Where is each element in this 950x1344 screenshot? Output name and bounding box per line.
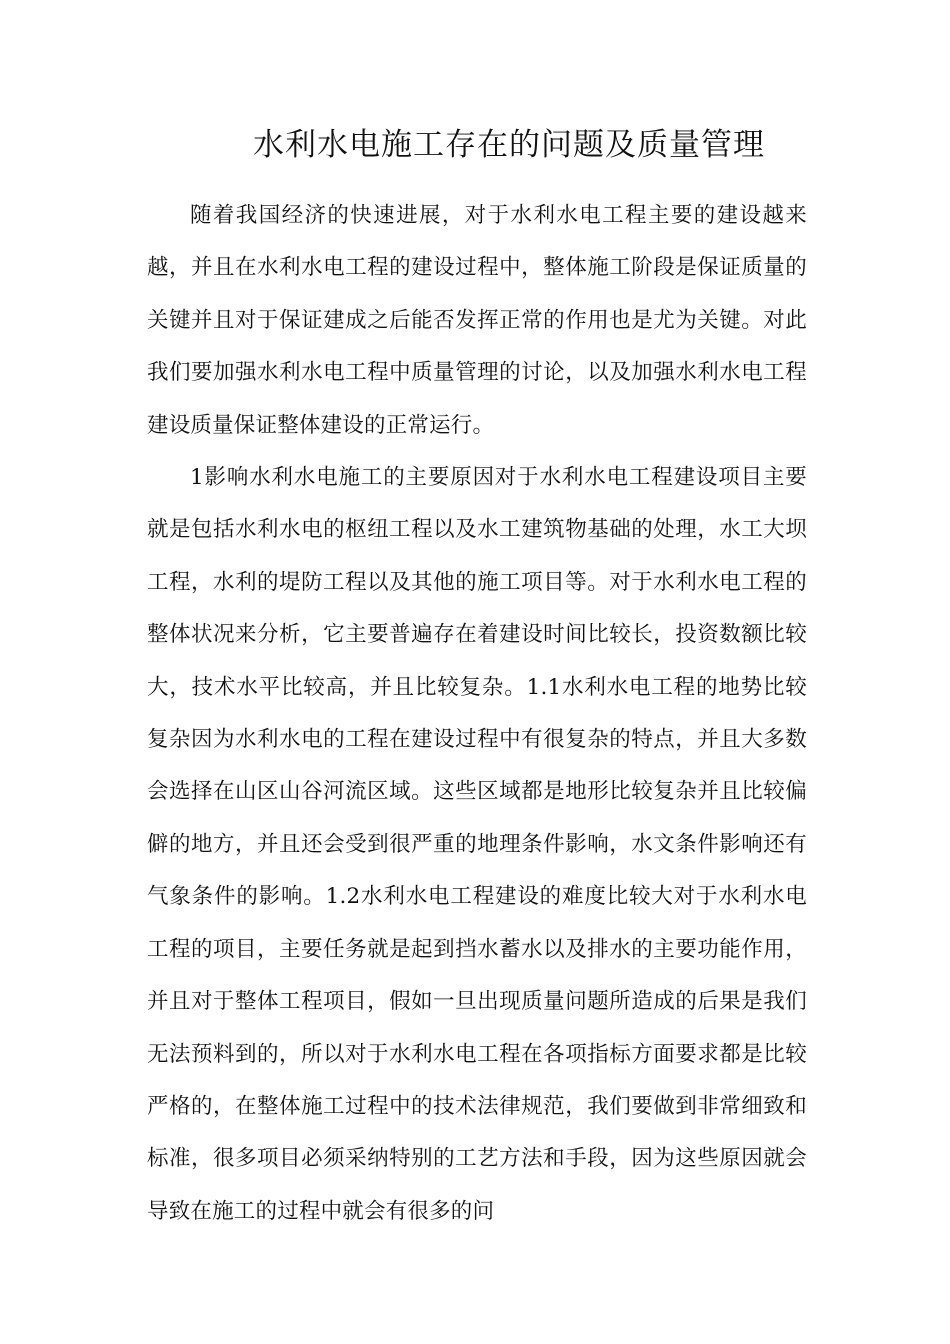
paragraph-section-1: 1影响水利水电施工的主要原因对于水利水电工程建设项目主要就是包括水利水电的枢纽工程以及水工建筑物基础的处理，水工大坝工程，水利的堤防工程以及其他的施工项目等。对于水利水电工程的整体状况来分析，它主要普遍存在着建设时间比较长，投资数额比较大，技术水平比较高，并且比较复杂。1.1水利水电工程的地势比较复杂因为水利水电的工程在建设过程中有很复杂的特点，并且大多数会选择在山区山谷河流区域。这些区域都是地形比较复杂并且比较偏僻的地方，并且还会受到很严重的地理条件影响，水文条件影响还有气象条件的影响。1.2水利水电工程建设的难度比较大对于水利水电工程的项目，主要任务就是起到挡水蓄水以及排水的主要功能作用，并且对于整体工程项目，假如一旦出现质量问题所造成的后果是我们无法预料到的，所以对于水利水电工程在各项指标方面要求都是比较严格的，在整体施工过程中的技术法律规范，我们要做到非常细致和标准，很多项目必须采纳特别的工艺方法和手段，因为这些原因就会导致在施工的过程中就会有很多的问 xyxy=(147,465,807,1224)
document-body xyxy=(147,190,807,1238)
document-title: 水利水电施工存在的问题及质量管理 xyxy=(253,127,765,163)
paragraph-intro: 随着我国经济的快速进展，对于水利水电工程主要的建设越来越，并且在水利水电工程的建设过程中，整体施工阶段是保证质量的关键并且对于保证建成之后能否发挥正常的作用也是尤为关键。对此我们要加强水利水电工程中质量管理的讨论，以及加强水利水电工程建设质量保证整体建设的正常运行。 xyxy=(147,203,807,438)
